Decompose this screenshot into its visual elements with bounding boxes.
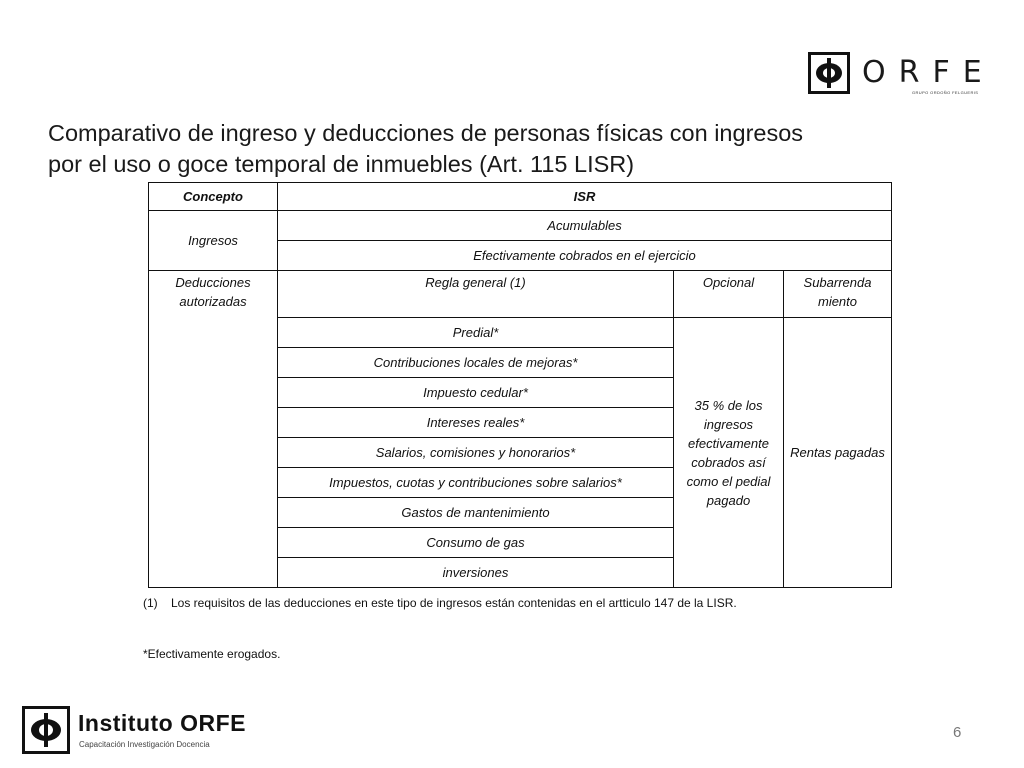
regla-general-header: Regla general (1) (278, 271, 674, 318)
orfe-phi-logo-icon (808, 52, 850, 94)
regla-general-item: inversiones (278, 558, 674, 588)
regla-general-item: Predial* (278, 318, 674, 348)
deducciones-label: Deducciones autorizadas (149, 271, 278, 588)
regla-general-item: Impuesto cedular* (278, 378, 674, 408)
regla-general-item: Contribuciones locales de mejoras* (278, 348, 674, 378)
instituto-name: Instituto ORFE (78, 710, 246, 736)
instituto-phi-logo-icon (22, 706, 70, 754)
regla-general-item: Consumo de gas (278, 528, 674, 558)
instituto-tagline: Capacitación Investigación Docencia (79, 740, 210, 749)
deducciones-header-row (149, 271, 892, 318)
opcional-header: Opcional (674, 271, 784, 318)
opcional-deduction-text: 35 % de los ingresos efectivamente cobrados así como el pedial pagado (674, 318, 784, 588)
ingresos-acumulables: Acumulables (278, 211, 892, 241)
slide-title-line-2: por el uso o goce temporal de inmuebles (Art. 115 LISR) (48, 151, 635, 177)
instituto-orfe-logo (22, 706, 282, 756)
header-concepto: Concepto (149, 183, 278, 211)
slide-title-line-1: Comparativo de ingreso y deducciones de personas físicas con ingresos (48, 120, 804, 146)
regla-general-item: Intereses reales* (278, 408, 674, 438)
orfe-wordmark: ORFE (862, 55, 995, 90)
regla-general-item: Impuestos, cuotas y contribuciones sobre salarios* (278, 468, 674, 498)
subarrendamiento-deduction-text: Rentas pagadas (784, 318, 892, 588)
page-number: 6 (953, 724, 962, 741)
footnote-1 (143, 596, 737, 610)
orfe-subtitle: GRUPO ORDOÑO FELGUERIS (912, 90, 979, 95)
footnote-1-marker: (1) (143, 596, 158, 610)
table-row (149, 211, 892, 241)
slide-title (48, 118, 848, 180)
subarrendamiento-header: Subarrenda miento (784, 271, 892, 318)
ingresos-label: Ingresos (149, 211, 278, 271)
comparison-table (148, 182, 892, 588)
footnote-1-text: Los requisitos de las deducciones en este tipo de ingresos están contenidas en el artticulo 147 de la LISR. (171, 596, 737, 610)
table-header-row (149, 183, 892, 211)
regla-general-item: Gastos de mantenimiento (278, 498, 674, 528)
footnote-2: *Efectivamente erogados. (143, 647, 281, 661)
ingresos-efectivamente-cobrados: Efectivamente cobrados en el ejercicio (278, 241, 892, 271)
header-isr: ISR (278, 183, 892, 211)
regla-general-item: Salarios, comisiones y honorarios* (278, 438, 674, 468)
